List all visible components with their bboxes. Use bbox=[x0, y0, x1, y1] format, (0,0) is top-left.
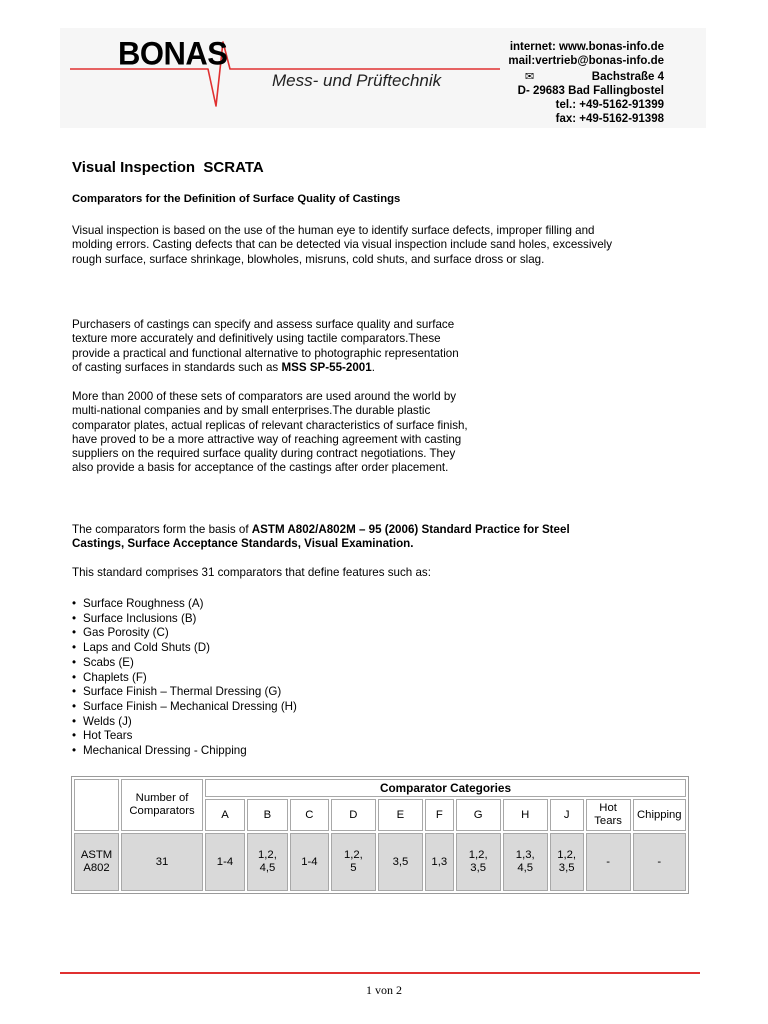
cell-text: 1,3, bbox=[515, 849, 535, 861]
number-cell: 31 bbox=[121, 833, 203, 891]
cell-text: 1,3 bbox=[431, 855, 448, 868]
text-span: . bbox=[371, 360, 375, 374]
category-header: A bbox=[205, 799, 245, 831]
cell-text: - bbox=[657, 855, 662, 868]
paragraph-standard bbox=[72, 523, 570, 552]
standard-reference: Castings, Surface Acceptance Standards, Visual Examination. bbox=[72, 537, 414, 551]
value-cell bbox=[378, 833, 423, 891]
contact-street: Bachstraße 4 bbox=[591, 71, 664, 83]
text-span: The comparators form the basis of bbox=[72, 523, 252, 536]
text-line bbox=[72, 361, 459, 375]
list-item: • Mechanical Dressing - Chipping bbox=[72, 744, 297, 759]
comparator-table bbox=[71, 776, 689, 894]
company-tagline: Mess- und Prüftechnik bbox=[272, 71, 442, 90]
text-line: texture more accurately and definitively using tactile comparators.These bbox=[72, 332, 441, 346]
paragraph-usage bbox=[72, 390, 468, 476]
cell-text: 1,2, bbox=[343, 849, 363, 861]
text-line: comparator plates, actual replicas of relevant characteristics of surface finish, bbox=[72, 418, 468, 432]
list-item: • Surface Inclusions (B) bbox=[72, 612, 297, 627]
list-item: • Surface Roughness (A) bbox=[72, 597, 297, 612]
value-cell bbox=[425, 833, 454, 891]
value-cell bbox=[247, 833, 288, 891]
cell-text: Comparators bbox=[129, 805, 195, 817]
contact-mail[interactable]: mail:vertrieb@bonas-info.de bbox=[508, 55, 664, 67]
paragraph-comprises: This standard comprises 31 comparators that define features such as: bbox=[72, 566, 431, 579]
contact-internet[interactable]: internet: www.bonas-info.de bbox=[509, 41, 664, 53]
contact-city: D- 29683 Bad Fallingbostel bbox=[517, 85, 664, 97]
value-cell bbox=[331, 833, 376, 891]
category-header: G bbox=[456, 799, 501, 831]
cell-text: Tears bbox=[594, 815, 622, 827]
category-header: H bbox=[503, 799, 548, 831]
standard-reference: ASTM A802/A802M – 95 (2006) Standard Practice for Steel bbox=[251, 523, 570, 536]
cell-text: Hot bbox=[599, 802, 617, 814]
text-line: multi-national companies and by small enterprises.The durable plastic bbox=[72, 404, 431, 418]
cell-text: 1-4 bbox=[301, 855, 318, 868]
text-line: have proved to be a more attractive way of reaching agreement with casting bbox=[72, 432, 462, 446]
cell-text: 4,5 bbox=[259, 862, 276, 874]
text-line bbox=[72, 537, 570, 551]
category-header: J bbox=[550, 799, 584, 831]
list-item: • Surface Finish – Mechanical Dressing (H) bbox=[72, 700, 297, 715]
list-item: • Hot Tears bbox=[72, 729, 297, 744]
value-cell bbox=[550, 833, 584, 891]
list-item: • Scabs (E) bbox=[72, 656, 297, 671]
feature-list bbox=[72, 597, 297, 759]
value-cell bbox=[633, 833, 686, 891]
cell-text: 4,5 bbox=[517, 862, 534, 874]
table-header-row bbox=[74, 779, 686, 797]
text-span: of casting surfaces in standards such as bbox=[72, 360, 282, 374]
document-title: Visual Inspection SCRATA bbox=[72, 159, 264, 176]
group-header-cell: Comparator Categories bbox=[205, 779, 686, 797]
value-cell bbox=[456, 833, 501, 891]
cell-text: 5 bbox=[350, 862, 357, 874]
value-cell bbox=[503, 833, 548, 891]
category-header: E bbox=[378, 799, 423, 831]
text-line: suppliers on the required surface quality during contract negotiations. They bbox=[72, 447, 456, 461]
text-line: molding errors. Casting defects that can be detected via visual inspection include sand holes, excessively bbox=[72, 238, 613, 252]
cell-text: 1-4 bbox=[216, 855, 234, 868]
cell-text: 1,2, bbox=[557, 849, 577, 861]
text-line: Visual inspection is based on the use of the human eye to identify surface defects, improper filling and bbox=[72, 224, 595, 237]
list-item: • Chaplets (F) bbox=[72, 671, 297, 686]
category-header: C bbox=[290, 799, 329, 831]
footer-divider bbox=[60, 972, 700, 974]
address-icon: ✉ bbox=[525, 71, 535, 83]
category-header: B bbox=[247, 799, 288, 831]
paragraph-purchasers bbox=[72, 318, 459, 375]
text-line: also provide a basis for acceptance of the castings after order placement. bbox=[72, 461, 449, 475]
value-cell bbox=[290, 833, 329, 891]
document-subtitle: Comparators for the Definition of Surface Quality of Castings bbox=[72, 193, 401, 205]
category-header: F bbox=[425, 799, 454, 831]
contact-tel: tel.: +49-5162-91399 bbox=[555, 99, 664, 111]
contact-fax: fax: +49-5162-91398 bbox=[555, 113, 664, 125]
cell-text: 3,5 bbox=[558, 862, 575, 874]
value-cell bbox=[205, 833, 245, 891]
text-line: provide a practical and functional alternative to photographic representation bbox=[72, 346, 459, 360]
cell-text: - bbox=[606, 855, 610, 868]
text-line: More than 2000 of these sets of comparators are used around the world by bbox=[72, 390, 457, 403]
list-item: • Welds (J) bbox=[72, 715, 297, 730]
cell-text: 1,2, bbox=[468, 849, 488, 861]
standard-reference: MSS SP-55-2001 bbox=[281, 360, 372, 374]
cell-text: 3,5 bbox=[392, 855, 409, 868]
row-label-cell bbox=[74, 833, 119, 891]
category-header: Chipping bbox=[633, 799, 686, 831]
cell-text: 3,5 bbox=[470, 862, 487, 874]
cell-text: ASTM bbox=[80, 849, 113, 861]
cell-text: 1,2, bbox=[258, 849, 277, 861]
text-line bbox=[72, 523, 570, 537]
text-line: Purchasers of castings can specify and assess surface quality and surface bbox=[72, 318, 455, 331]
value-cell bbox=[586, 833, 631, 891]
cell-text: A802 bbox=[83, 862, 110, 874]
category-header: D bbox=[331, 799, 376, 831]
empty-corner-cell bbox=[74, 779, 119, 831]
paragraph-intro bbox=[72, 224, 612, 267]
list-item: • Surface Finish – Thermal Dressing (G) bbox=[72, 685, 297, 700]
list-item: • Gas Porosity (C) bbox=[72, 626, 297, 641]
list-item: • Laps and Cold Shuts (D) bbox=[72, 641, 297, 656]
cell-text: Number of bbox=[135, 792, 189, 804]
number-header-cell bbox=[121, 779, 203, 831]
page-number: 1 von 2 bbox=[366, 983, 402, 997]
category-header bbox=[586, 799, 631, 831]
table-row bbox=[74, 833, 686, 891]
company-logo: BONAS bbox=[118, 35, 228, 72]
text-line: rough surface, surface shrinkage, blowholes, misruns, cold shuts, and surface dross or slag. bbox=[72, 252, 545, 266]
